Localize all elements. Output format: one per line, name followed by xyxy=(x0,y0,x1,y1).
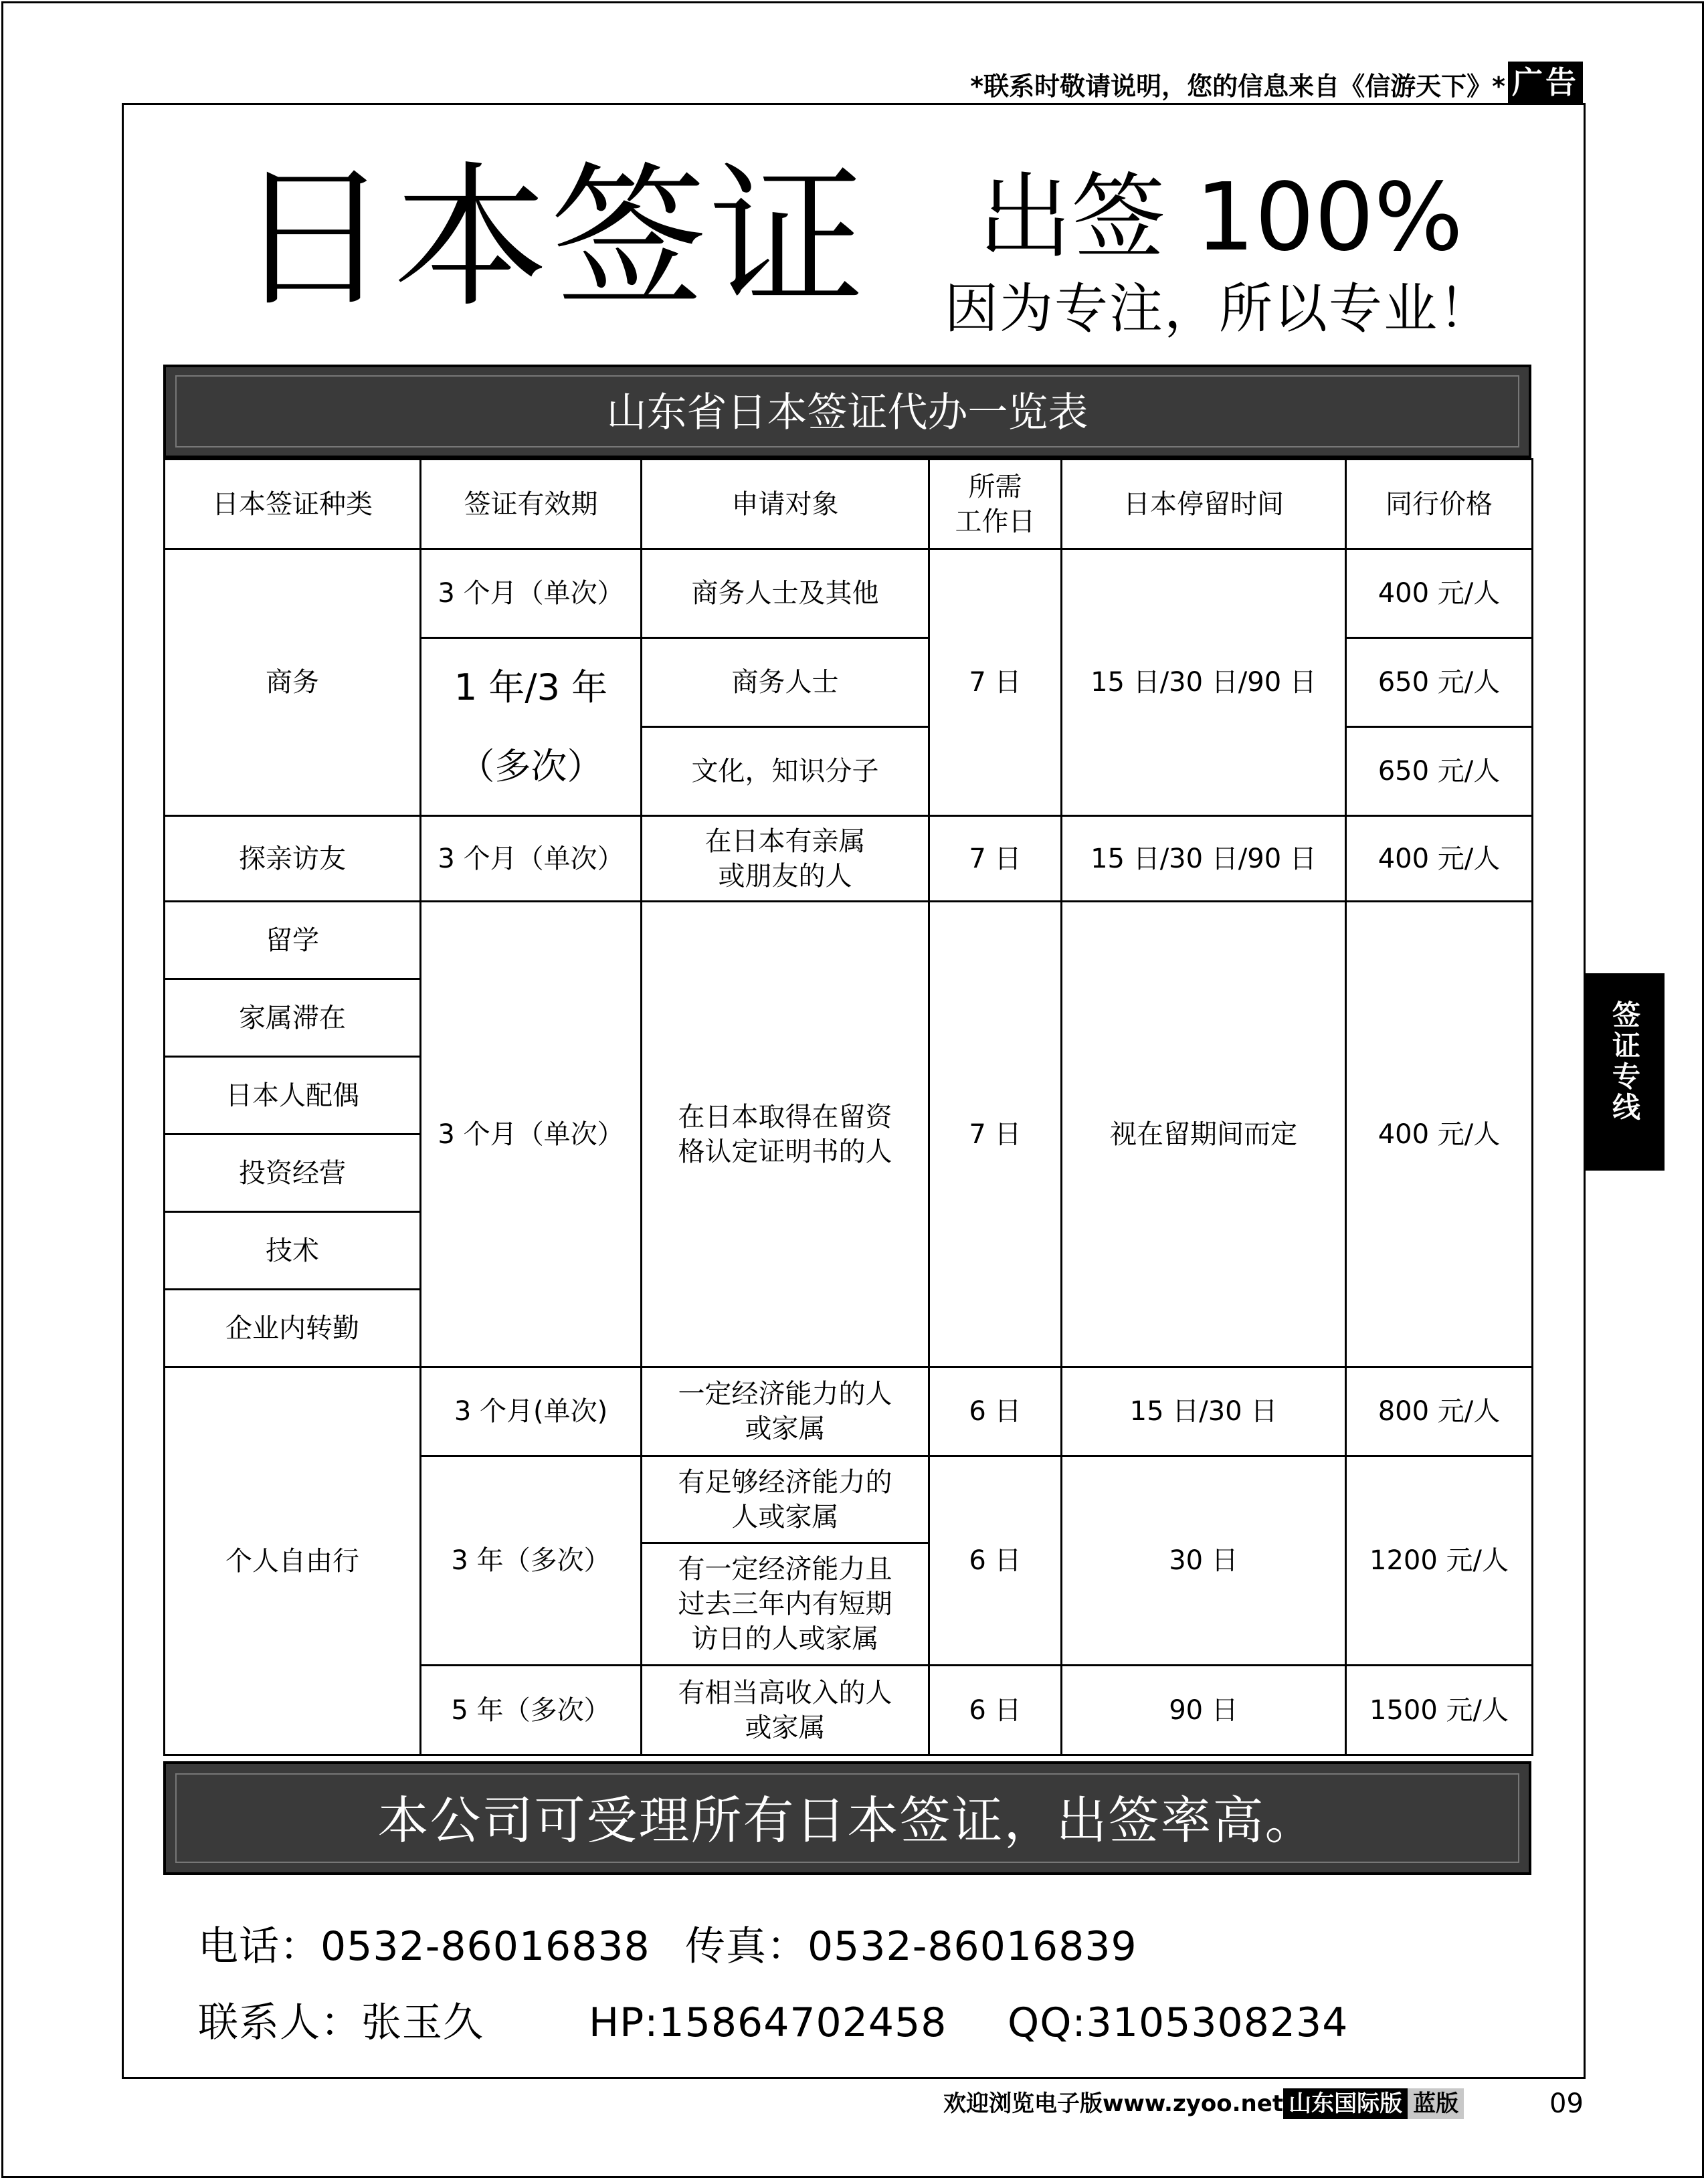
headline-title: 日本签证 xyxy=(235,148,868,328)
family-visit-workdays: 7 日 xyxy=(929,816,1062,902)
family-visit-type: 探亲访友 xyxy=(165,816,421,902)
family-visit-price: 400 元/人 xyxy=(1346,816,1533,902)
visa-price-table xyxy=(163,365,1531,1875)
business-price-2: 650 元/人 xyxy=(1346,638,1533,727)
table-footer-bar xyxy=(163,1761,1531,1875)
residence-applicant-line1: 在日本取得在留资 xyxy=(678,1101,892,1132)
tourism-type: 个人自由行 xyxy=(165,1367,421,1755)
ad-tag: 广告 xyxy=(1508,62,1583,103)
tourism-r3-price: 1500 元/人 xyxy=(1346,1666,1533,1755)
residence-type-2: 家属滞在 xyxy=(165,979,421,1057)
family-visit-applicant-line1: 在日本有亲属 xyxy=(704,825,866,857)
header-workdays-line1: 所需 xyxy=(968,471,1022,502)
business-validity-multi-line1: 1 年/3 年 xyxy=(454,666,608,708)
business-price-1: 400 元/人 xyxy=(1346,549,1533,638)
family-visit-validity: 3 个月（单次） xyxy=(421,816,642,902)
residence-type-4: 投资经营 xyxy=(165,1134,421,1212)
business-type: 商务 xyxy=(165,549,421,816)
family-visit-applicant xyxy=(642,816,929,902)
tourism-r3-applicant xyxy=(642,1666,929,1755)
tourism-r2-applicant-b xyxy=(642,1543,929,1666)
mobile-number: HP:15864702458 xyxy=(589,1999,947,2046)
residence-type-3: 日本人配偶 xyxy=(165,1057,421,1134)
table-row xyxy=(165,549,1533,638)
business-stay: 15 日/30 日/90 日 xyxy=(1062,549,1346,816)
side-section-tab xyxy=(1584,973,1665,1171)
family-visit-stay: 15 日/30 日/90 日 xyxy=(1062,816,1346,902)
website-text: 欢迎浏览电子版www.zyoo.net xyxy=(943,2090,1284,2117)
qq-number: QQ:3105308234 xyxy=(1008,1999,1349,2046)
tourism-r1-stay: 15 日/30 日 xyxy=(1062,1367,1346,1456)
table-row xyxy=(165,816,1533,902)
tourism-r1-validity: 3 个月(单次) xyxy=(421,1367,642,1456)
residence-applicant-line2: 格认定证明书的人 xyxy=(678,1136,892,1167)
business-applicant-2: 商务人士 xyxy=(642,638,929,727)
business-validity-single: 3 个月（单次） xyxy=(421,549,642,638)
residence-applicant xyxy=(642,902,929,1367)
table-header-row xyxy=(165,460,1533,549)
tourism-r2-applicant-b-line3: 访日的人或家属 xyxy=(691,1623,879,1654)
header-workdays xyxy=(929,460,1062,549)
tourism-r3-workdays: 6 日 xyxy=(929,1666,1062,1755)
fax-number: 传真：0532-86016839 xyxy=(685,1923,1137,1970)
tourism-r2-applicant-a xyxy=(642,1456,929,1543)
tourism-r2-applicant-b-line1: 有一定经济能力且 xyxy=(678,1554,892,1585)
tourism-r3-applicant-line2: 或家属 xyxy=(745,1712,826,1743)
business-validity-multi xyxy=(421,638,642,816)
visa-table xyxy=(163,458,1533,1756)
table-row xyxy=(165,902,1533,979)
tourism-r3-stay: 90 日 xyxy=(1062,1666,1346,1755)
color-edition-label: 蓝版 xyxy=(1408,2088,1464,2119)
contact-person: 联系人：张玉久 xyxy=(198,1999,484,2046)
residence-type-1: 留学 xyxy=(165,902,421,979)
pass-rate-label: 出签 100% xyxy=(978,163,1463,272)
header-validity: 签证有效期 xyxy=(421,460,642,549)
table-row xyxy=(165,1367,1533,1456)
tourism-r3-validity: 5 年（多次） xyxy=(421,1666,642,1755)
tourism-r2-applicant-b-line2: 过去三年内有短期 xyxy=(678,1589,892,1619)
page-footer xyxy=(943,2088,1464,2119)
tourism-r2-validity: 3 年（多次） xyxy=(421,1456,642,1666)
tourism-r2-price: 1200 元/人 xyxy=(1346,1456,1533,1666)
header-workdays-line2: 工作日 xyxy=(955,506,1036,537)
residence-workdays: 7 日 xyxy=(929,902,1062,1367)
phone-number: 电话：0532-86016838 xyxy=(198,1923,650,1970)
source-notice: *联系时敬请说明，您的信息来自《信游天下》* xyxy=(970,72,1505,101)
table-title-bar xyxy=(163,365,1531,458)
header-price: 同行价格 xyxy=(1346,460,1533,549)
residence-validity: 3 个月（单次） xyxy=(421,902,642,1367)
residence-price: 400 元/人 xyxy=(1346,902,1533,1367)
tourism-r1-workdays: 6 日 xyxy=(929,1367,1062,1456)
business-workdays: 7 日 xyxy=(929,549,1062,816)
business-applicant-3: 文化，知识分子 xyxy=(642,727,929,816)
table-footer-text: 本公司可受理所有日本签证，出签率高。 xyxy=(377,1791,1317,1850)
header-stay: 日本停留时间 xyxy=(1062,460,1346,549)
tourism-r1-applicant xyxy=(642,1367,929,1456)
family-visit-applicant-line2: 或朋友的人 xyxy=(718,860,852,892)
edition-label: 山东国际版 xyxy=(1283,2088,1408,2119)
table-title: 山东省日本签证代办一览表 xyxy=(606,389,1088,436)
residence-type-5: 技术 xyxy=(165,1212,421,1290)
side-tab-label: 签证专线 xyxy=(1608,1000,1641,1123)
tourism-r2-workdays: 6 日 xyxy=(929,1456,1062,1666)
residence-type-6: 企业内转勤 xyxy=(165,1290,421,1367)
residence-stay: 视在留期间而定 xyxy=(1062,902,1346,1367)
page-number: 09 xyxy=(1549,2088,1584,2119)
tourism-r1-applicant-line2: 或家属 xyxy=(745,1413,826,1444)
header-applicant: 申请对象 xyxy=(642,460,929,549)
tourism-r3-applicant-line1: 有相当高收入的人 xyxy=(678,1677,892,1708)
business-applicant-1: 商务人士及其他 xyxy=(642,549,929,638)
tourism-r1-applicant-line1: 一定经济能力的人 xyxy=(678,1379,892,1409)
tourism-r2-stay: 30 日 xyxy=(1062,1456,1346,1666)
tourism-r1-price: 800 元/人 xyxy=(1346,1367,1533,1456)
tourism-r2-applicant-a-line2: 人或家属 xyxy=(731,1501,839,1532)
business-price-3: 650 元/人 xyxy=(1346,727,1533,816)
tourism-r2-applicant-a-line1: 有足够经济能力的 xyxy=(678,1466,892,1498)
slogan: 因为专注，所以专业！ xyxy=(945,278,1493,340)
header-type: 日本签证种类 xyxy=(165,460,421,549)
business-validity-multi-line2: （多次） xyxy=(458,745,603,787)
